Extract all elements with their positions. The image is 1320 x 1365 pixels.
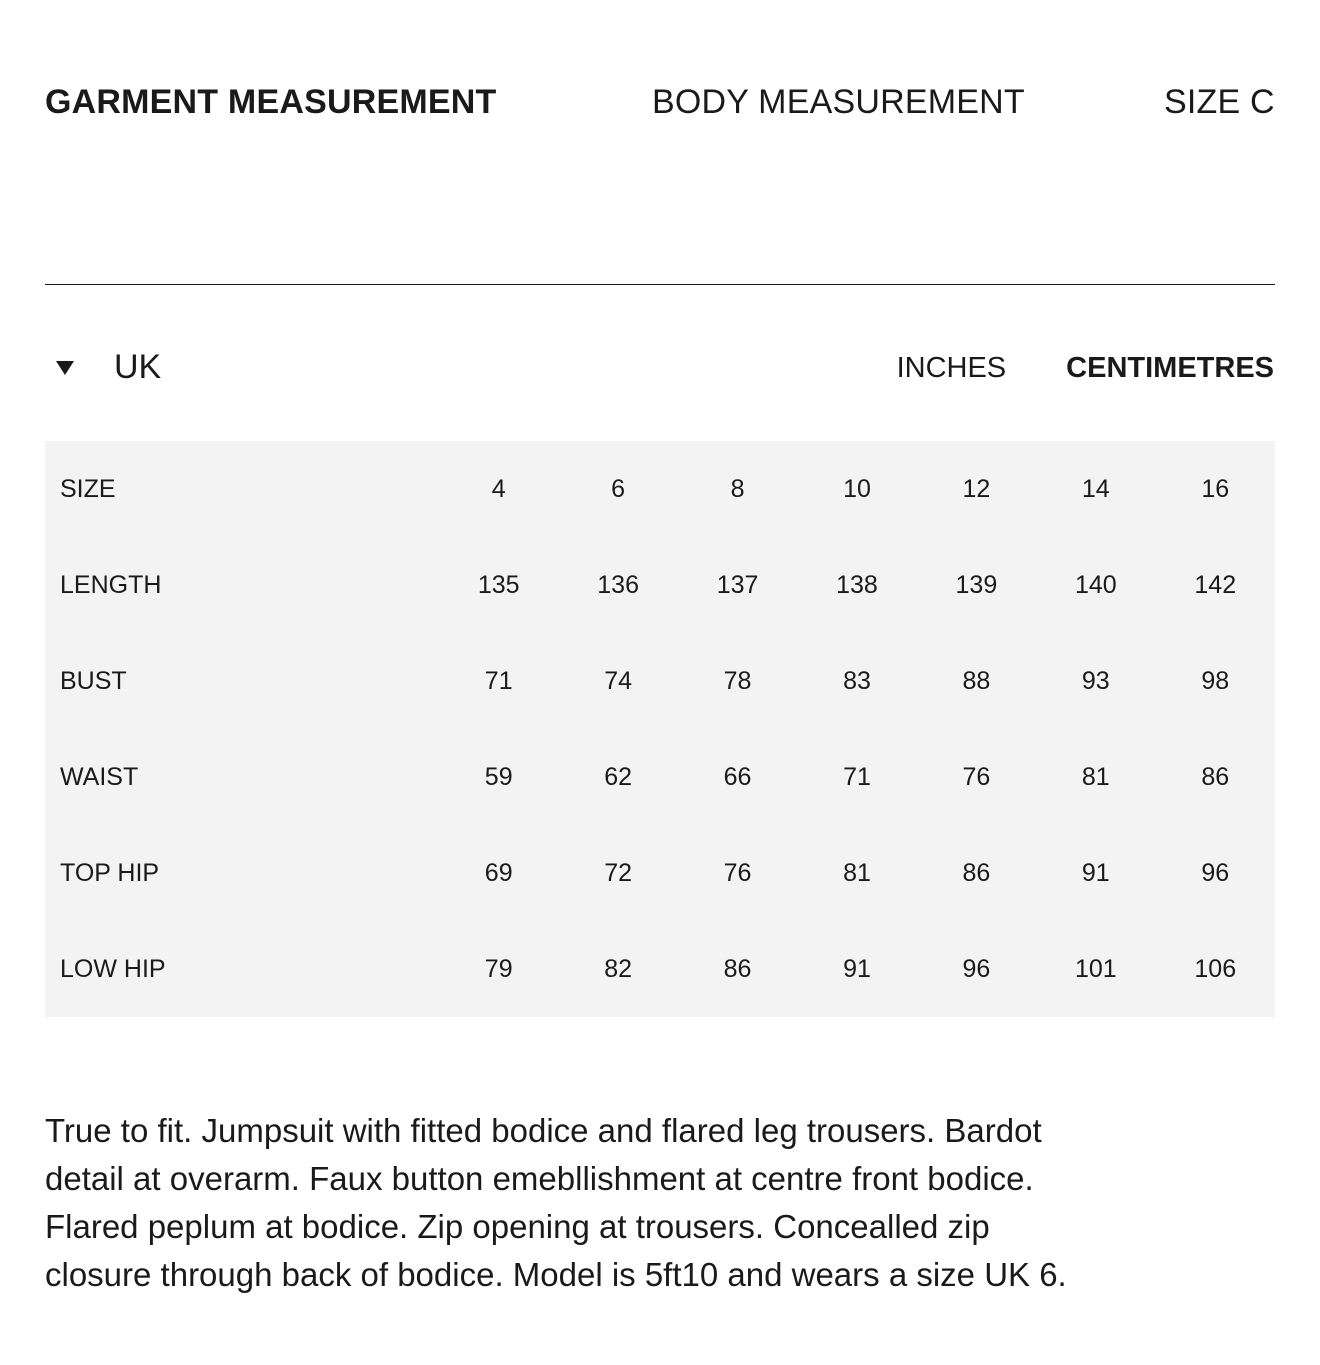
region-dropdown[interactable]	[56, 344, 161, 390]
table-cell: 14	[1081, 474, 1110, 503]
table-cell: 142	[1194, 570, 1237, 599]
table-cell: 96	[962, 954, 991, 983]
caret-down-icon	[56, 361, 74, 375]
table-cell: 81	[1081, 762, 1110, 791]
row-label: WAIST	[60, 762, 139, 791]
table-cell: 86	[962, 858, 991, 887]
table-cell: 86	[1201, 762, 1230, 791]
table-cell: 6	[611, 474, 626, 503]
table-cell: 82	[604, 954, 633, 983]
table-cell: 71	[843, 762, 871, 791]
table-cell: 76	[962, 762, 991, 791]
table-cell: 10	[843, 474, 871, 503]
table-cell: 76	[723, 858, 752, 887]
table-cell: 140	[1074, 570, 1117, 599]
table-cell: 83	[843, 666, 871, 695]
table-cell: 16	[1201, 474, 1230, 503]
table-cell: 4	[491, 474, 506, 503]
table-cell: 8	[730, 474, 745, 503]
table-row	[45, 729, 1275, 825]
table-cell: 59	[484, 762, 513, 791]
table-cell: 71	[484, 666, 513, 695]
table-cell: 12	[962, 474, 991, 503]
size-chart	[45, 441, 1275, 1017]
table-cell: 78	[723, 666, 752, 695]
row-label: TOP HIP	[60, 858, 160, 887]
table-cell: 138	[836, 570, 878, 599]
table-row	[45, 633, 1275, 729]
measurement-tabs	[45, 78, 1275, 126]
tab-garment-measurement[interactable]: GARMENT MEASUREMENT	[45, 83, 497, 121]
table-cell: 135	[477, 570, 520, 599]
table-row	[45, 537, 1275, 633]
region-label: UK	[114, 348, 162, 386]
table-cell: 62	[604, 762, 633, 791]
table-cell: 72	[604, 858, 633, 887]
table-row	[45, 441, 1275, 537]
table-cell: 81	[843, 858, 871, 887]
row-label: LENGTH	[60, 570, 162, 599]
size-chart-table	[45, 441, 1275, 1017]
table-cell: 98	[1201, 666, 1230, 695]
table-cell: 137	[716, 570, 759, 599]
tabs-divider	[45, 284, 1275, 285]
table-cell: 93	[1081, 666, 1110, 695]
table-cell: 79	[484, 954, 513, 983]
table-cell: 69	[484, 858, 513, 887]
table-cell: 101	[1074, 954, 1117, 983]
table-row	[45, 825, 1275, 921]
table-cell: 106	[1194, 954, 1237, 983]
tab-body-measurement[interactable]: BODY MEASUREMENT	[652, 83, 1025, 121]
table-cell: 91	[843, 954, 871, 983]
table-cell: 88	[962, 666, 991, 695]
unit-centimetres-button[interactable]: CENTIMETRES	[1066, 352, 1274, 384]
tab-size-conversion[interactable]: SIZE C	[1164, 83, 1275, 121]
product-fit-description: True to fit. Jumpsuit with fitted bodice and flared leg trousers. Bardot detail at overarm. Faux button emebllishment at centre front bodice. Flared peplum at bodice. Zip opening at trousers. Concealled zip closure through back of bodice. Model is 5ft10 and wears a size UK 6.	[45, 1112, 1067, 1293]
table-cell: 136	[597, 570, 639, 599]
table-row	[45, 921, 1275, 1017]
row-label: BUST	[60, 666, 127, 695]
table-cell: 86	[723, 954, 752, 983]
table-cell: 74	[604, 666, 633, 695]
row-label: SIZE	[60, 474, 116, 503]
row-label: LOW HIP	[60, 954, 166, 983]
table-cell: 139	[955, 570, 998, 599]
table-cell: 91	[1081, 858, 1110, 887]
table-cell: 66	[723, 762, 752, 791]
unit-toggle	[897, 346, 1274, 390]
unit-inches-button[interactable]: INCHES	[896, 352, 1007, 384]
table-cell: 96	[1201, 858, 1230, 887]
